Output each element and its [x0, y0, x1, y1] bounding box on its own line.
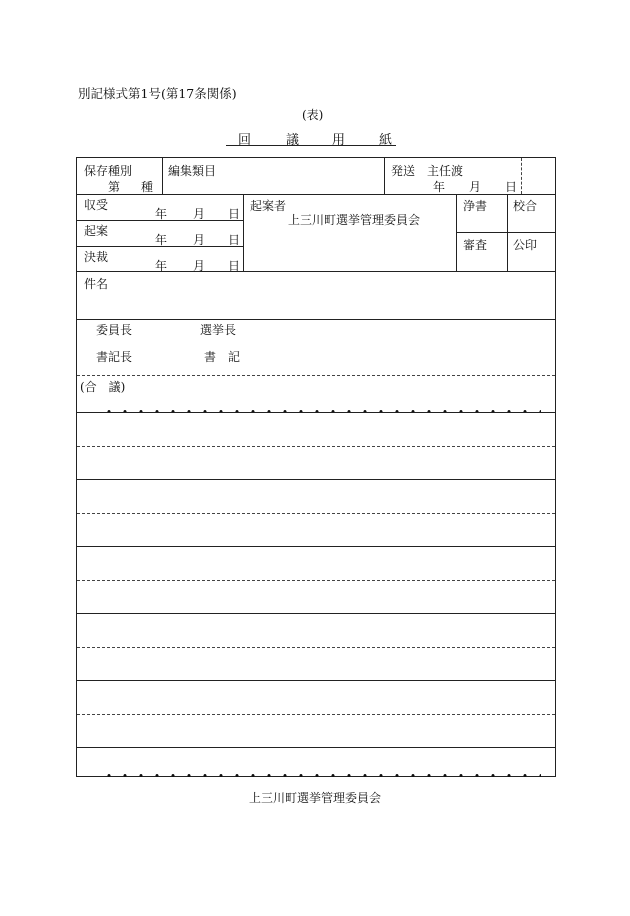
hasso-label: 発送: [391, 164, 416, 178]
gogi-dash-3: [77, 580, 555, 581]
gogi-dash-4: [77, 647, 555, 648]
shoki-label: 書 記: [204, 350, 241, 364]
kian-label: 起案: [84, 224, 109, 238]
kian-day: 日: [228, 233, 241, 247]
josho-label: 浄書: [463, 199, 488, 213]
row1-dashed-divider: [521, 158, 522, 194]
kessai-year: 年: [155, 259, 168, 273]
hasso-day: 日: [505, 180, 518, 194]
kessai-label: 決裁: [84, 250, 109, 264]
row1-divider-a: [162, 158, 163, 194]
row2-bottom-line: [77, 271, 555, 272]
form-reference: 別記様式第1号(第17条関係): [78, 86, 237, 101]
gogi-label: (合 議): [80, 380, 126, 394]
row1-divider-b: [384, 158, 385, 194]
hozon-shubetsu-label: 保存種別: [84, 164, 133, 178]
form-side-label: (表): [302, 108, 324, 122]
kogo-label: 校合: [513, 199, 538, 213]
shokicho-label: 書記長: [96, 350, 133, 364]
kessai-day: 日: [228, 259, 241, 273]
jukyu-label: 収受: [84, 198, 109, 212]
kenmei-label: 件名: [84, 277, 109, 291]
hasso-month: 月: [469, 180, 482, 194]
gogi-line-6: [77, 747, 555, 748]
gogi-dash-5: [77, 714, 555, 715]
kian-month: 月: [193, 233, 206, 247]
senkyocho-label: 選挙長: [200, 323, 237, 337]
form-table: [76, 157, 556, 777]
henshu-ruimoku-label: 編集類目: [168, 164, 217, 178]
jukyu-year: 年: [155, 207, 168, 221]
row2-divider-c: [507, 194, 508, 271]
shuninwatashi-label: 主任渡: [427, 164, 464, 178]
title-char-1: 回: [238, 133, 252, 148]
dai-label: 第: [108, 180, 121, 194]
row2-divider-b: [456, 194, 457, 271]
koin-label: 公印: [513, 238, 538, 252]
kiansha-label: 起案者: [250, 199, 287, 213]
approvals-bottom-line: [77, 375, 555, 376]
iincho-label: 委員長: [96, 323, 133, 337]
title-underline: [226, 145, 396, 146]
footer-organization: 上三川町選挙管理委員会: [249, 791, 382, 805]
gogi-line-4: [77, 613, 555, 614]
kian-year: 年: [155, 233, 168, 247]
jukyu-month: 月: [193, 207, 206, 221]
title-char-2: 議: [286, 133, 300, 148]
shinsa-label: 審査: [463, 238, 488, 252]
title-char-4: 紙: [379, 133, 393, 148]
gogi-line-2: [77, 479, 555, 480]
hasso-year: 年: [433, 180, 446, 194]
josho-shinsa-line: [456, 232, 555, 233]
row2-divider-a: [243, 194, 244, 271]
shu-label: 種: [141, 180, 154, 194]
kessai-month: 月: [193, 259, 206, 273]
gogi-dash-2: [77, 513, 555, 514]
kenmei-bottom-line: [77, 319, 555, 320]
bottom-dotted-line: [101, 774, 541, 777]
gogi-line-3: [77, 546, 555, 547]
gogi-line-1: [77, 412, 555, 413]
gogi-line-5: [77, 680, 555, 681]
jukyu-day: 日: [228, 207, 241, 221]
title-char-3: 用: [332, 133, 346, 148]
gogi-dash-1: [77, 446, 555, 447]
kiansha-name: 上三川町選挙管理委員会: [288, 213, 421, 227]
